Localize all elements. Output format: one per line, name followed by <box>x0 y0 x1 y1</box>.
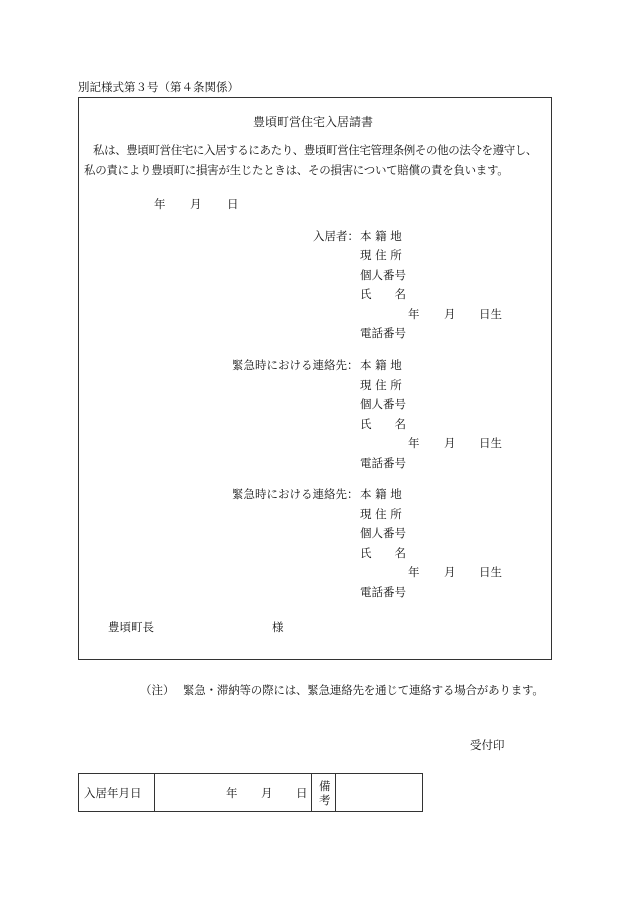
remarks-field[interactable] <box>336 774 421 811</box>
date-day: 日 <box>227 197 239 211</box>
body-text-line-1: 私は、豊頃町営住宅に入居するにあたり、豊頃町営住宅管理条例その他の法令を遵守し、 <box>93 143 537 157</box>
emergency2-label: 緊急時における連絡先： <box>232 487 359 501</box>
emergency1-personal-number: 個人番号 <box>360 397 406 411</box>
emergency1-birth-year: 年 <box>408 436 420 450</box>
date-year: 年 <box>154 197 166 211</box>
tenant-label: 入居者： <box>313 229 359 243</box>
emergency1-name: 氏 名 <box>360 417 406 431</box>
table-divider <box>154 774 155 811</box>
emergency1-birth-day: 日生 <box>479 436 502 450</box>
emergency2-birth-year: 年 <box>408 565 420 579</box>
tenant-name: 氏 名 <box>360 287 406 301</box>
addressee: 豊頃町長 <box>108 620 154 634</box>
emergency2-phone: 電話番号 <box>360 585 406 599</box>
remarks-char-1: 備 <box>319 779 331 793</box>
move-in-year: 年 <box>226 786 238 800</box>
tenant-address: 現 住 所 <box>360 248 402 262</box>
emergency2-birth-month: 月 <box>444 565 456 579</box>
remarks-char-2: 考 <box>319 793 331 807</box>
date-month: 月 <box>190 197 202 211</box>
honorific-sama: 様 <box>272 620 284 634</box>
emergency1-address: 現 住 所 <box>360 378 402 392</box>
form-number: 別記様式第３号（第４条関係） <box>78 80 239 94</box>
tenant-birth-month: 月 <box>444 307 456 321</box>
remarks-label <box>319 779 331 807</box>
emergency1-label: 緊急時における連絡先： <box>232 358 359 372</box>
emergency2-honseki: 本 籍 地 <box>360 487 402 501</box>
emergency1-phone: 電話番号 <box>360 456 406 470</box>
tenant-phone: 電話番号 <box>360 326 406 340</box>
move-in-day: 日 <box>296 786 308 800</box>
tenant-birth-day: 日生 <box>479 307 502 321</box>
form-title: 豊頃町営住宅入居請書 <box>253 115 374 129</box>
tenant-birth-year: 年 <box>408 307 420 321</box>
note-text: 緊急・滞納等の際には、緊急連絡先を通じて連絡する場合があります。 <box>183 683 544 697</box>
move-in-month: 月 <box>261 786 273 800</box>
emergency2-address: 現 住 所 <box>360 507 402 521</box>
tenant-honseki: 本 籍 地 <box>360 229 402 243</box>
receipt-stamp-label: 受付印 <box>470 738 505 752</box>
body-text-line-2: 私の責により豊頃町に損害が生じたときは、その損害について賠償の責を負います。 <box>84 163 509 177</box>
emergency1-birth-month: 月 <box>444 436 456 450</box>
emergency2-personal-number: 個人番号 <box>360 526 406 540</box>
emergency2-birth-day: 日生 <box>479 565 502 579</box>
emergency1-honseki: 本 籍 地 <box>360 358 402 372</box>
move-in-date-label: 入居年月日 <box>84 786 142 800</box>
tenant-personal-number: 個人番号 <box>360 268 406 282</box>
emergency2-name: 氏 名 <box>360 546 406 560</box>
table-divider <box>311 774 312 811</box>
note-label: （注） <box>140 683 175 697</box>
